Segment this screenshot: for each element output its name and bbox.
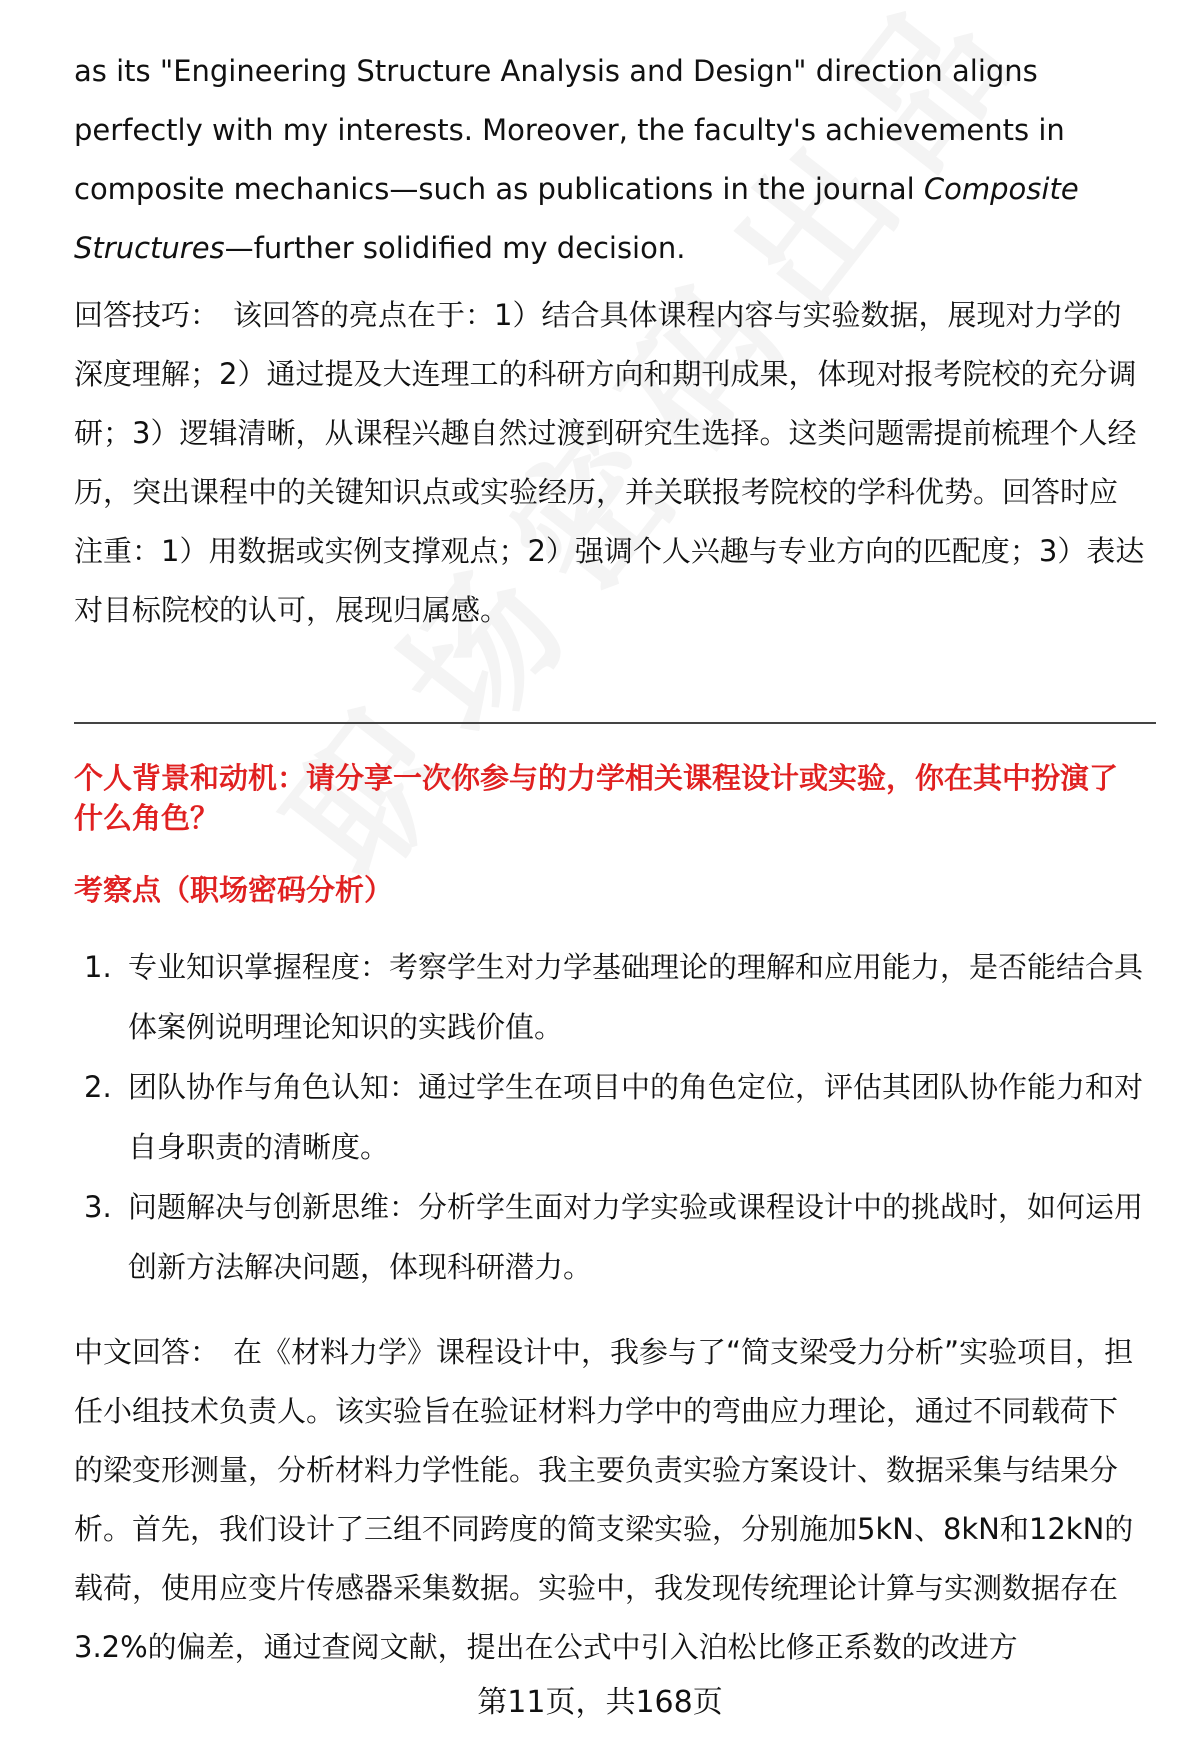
- list-item: [74, 1177, 1146, 1297]
- tips-paragraph: [74, 286, 1146, 640]
- page-number: 第11页，共168页: [477, 1685, 723, 1720]
- list-item-number: 1.: [84, 950, 112, 984]
- answer-block: [74, 1323, 1146, 1677]
- list-item-number: 2.: [84, 1070, 112, 1104]
- list-item-text: 团队协作与角色认知：通过学生在项目中的角色定位，评估其团队协作能力和对自身职责的清晰度。: [128, 1070, 1144, 1164]
- tips-text: 该回答的亮点在于：1）结合具体课程内容与实验数据，展现对力学的深度理解；2）通过提及大连理工的科研方向和期刊成果，体现对报考院校的充分调研；3）逻辑清晰，从课程兴趣自然过渡到研究生选择。这类问题需提前梳理个人经历，突出课程中的关键知识点或实验经历，并关联报考院校的学科优势。回答时应注重：1）用数据或实例支撑观点；2）强调个人兴趣与专业方向的匹配度；3）表达对目标院校的认可，展现归属感。: [74, 298, 1145, 627]
- list-item: [74, 937, 1146, 1057]
- focus-points-list: [74, 937, 1146, 1297]
- journal-name: Composite Structures: [74, 172, 1079, 265]
- intro-text-part2: —further solidified my decision.: [224, 231, 686, 265]
- list-item-text: 专业知识掌握程度：考察学生对力学基础理论的理解和应用能力，是否能结合具体案例说明理论知识的实践价值。: [128, 950, 1144, 1044]
- list-item-text: 问题解决与创新思维：分析学生面对力学实验或课程设计中的挑战时，如何运用创新方法解决问题，体现科研潜力。: [128, 1190, 1144, 1284]
- section-divider: [74, 722, 1156, 724]
- intro-text-part1: as its "Engineering Structure Analysis and Design" direction aligns perfectly with my interests. Moreover, the faculty's achievements in composite mechanics—such as publications in the journal: [74, 54, 1065, 206]
- list-item-number: 3.: [84, 1190, 112, 1224]
- question-title: 个人背景和动机：请分享一次你参与的力学相关课程设计或实验，你在其中扮演了什么角色？: [74, 761, 1119, 835]
- focus-heading-block: [74, 870, 1146, 910]
- question-block: [74, 758, 1146, 838]
- intro-paragraph: [74, 42, 1146, 278]
- focus-heading: 考察点（职场密码分析）: [74, 873, 394, 907]
- focus-points-block: [74, 937, 1146, 1297]
- intro-paragraph-block: [74, 42, 1146, 278]
- tips-block: [74, 286, 1146, 640]
- answer-label: 中文回答：: [74, 1335, 220, 1369]
- list-item: [74, 1057, 1146, 1177]
- answer-text: 在《材料力学》课程设计中，我参与了“简支梁受力分析”实验项目，担任小组技术负责人。该实验旨在验证材料力学中的弯曲应力理论，通过不同载荷下的梁变形测量，分析材料力学性能。我主要负责实验方案设计、数据采集与结果分析。首先，我们设计了三组不同跨度的简支梁实验，分别施加5kN、8kN和12kN的载荷，使用应变片传感器采集数据。实验中，我发现传统理论计算与实测数据存在3.2%的偏差，通过查阅文献，提出在公式中引入泊松比修正系数的改进方: [74, 1335, 1134, 1664]
- tips-label: 回答技巧：: [74, 298, 220, 332]
- answer-paragraph: [74, 1323, 1146, 1677]
